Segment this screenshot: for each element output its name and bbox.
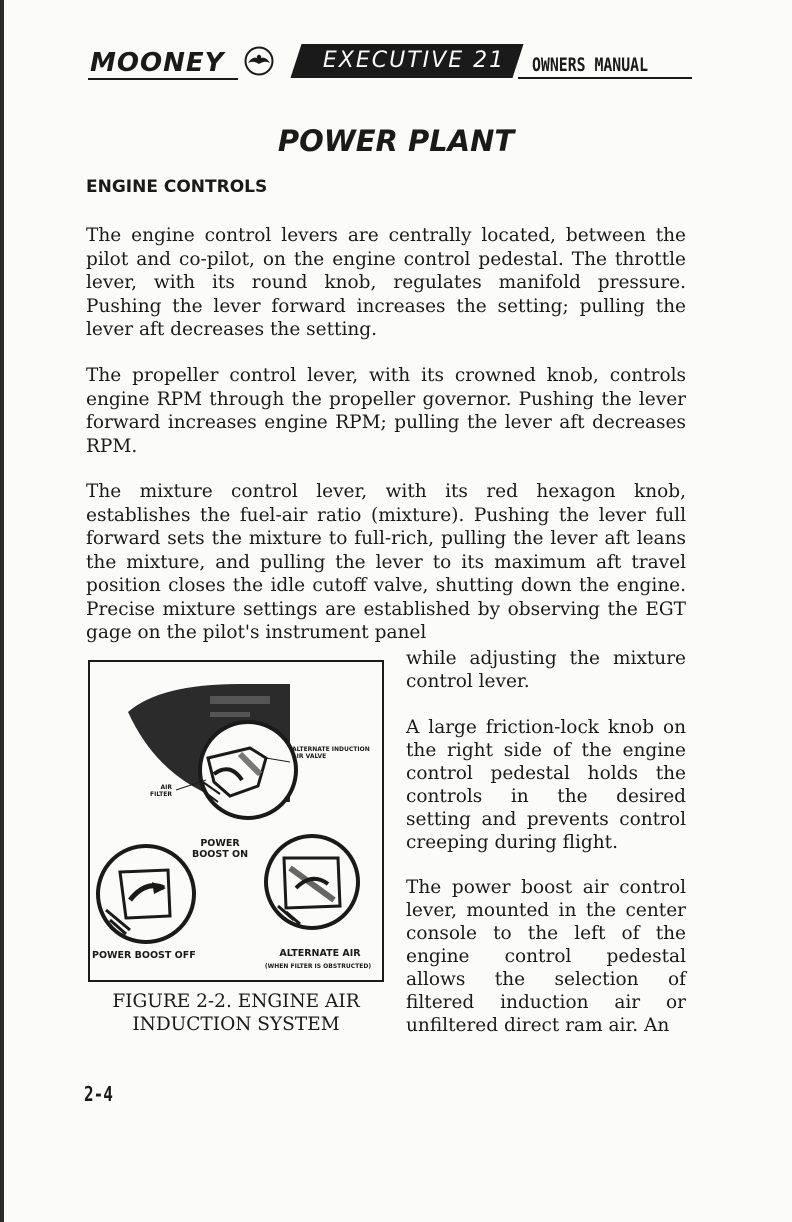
label-air-filter: AIR FILTER (150, 784, 172, 798)
label-alternate-air: ALTERNATE AIR (279, 948, 361, 959)
paragraph-throttle: The engine control levers are centrally located, between the pilot and co-pilot, on the engine control pedestal. The throttle lever, with its round knob, regulates manifold pressure. Pushing the lever forward increases the setting; pulling the lever aft decreases the setting. (86, 225, 686, 340)
paragraph-mixture-continued: while adjusting the mixture control lever. (406, 648, 686, 692)
manual-name: OWNERS MANUAL (532, 54, 649, 76)
paragraph-mixture: The mixture control lever, with its red hexagon knob, establishes the fuel-air ratio (mixture). Pushing the lever full forward sets the mixture to full-rich, pulling the lever aft leans the mixture, and pulling the lever to its maximum aft travel position closes the idle cutoff valve, shutting down the engine. Precise mixture settings are established by observing the EGT gage on the pilot's instrument panel (86, 481, 686, 643)
manual-header (88, 40, 692, 90)
paragraph-friction-lock: A large friction-lock knob on the right side of the engine control pedestal holds the controls in the desired setting and prevents control creeping during flight. (406, 717, 686, 853)
label-filter-note: (WHEN FILTER IS OBSTRUCTED) (264, 963, 372, 970)
page-title: POWER PLANT (277, 124, 515, 158)
section-title: ENGINE CONTROLS (86, 177, 268, 197)
figure-caption: FIGURE 2-2. ENGINE AIR INDUCTION SYSTEM (112, 991, 360, 1035)
label-power-boost-off: POWER BOOST OFF (92, 950, 196, 961)
induction-diagram-illustration (90, 662, 382, 980)
brand-name: MOONEY (90, 48, 225, 78)
paragraph-power-boost: The power boost air control lever, mounted in the center console to the left of the engine control pedestal allows the selection of filtered induction air or unfiltered direct ram air. An (406, 877, 686, 1036)
header-rule (518, 77, 692, 79)
brand-underline (88, 78, 238, 80)
figure-induction-system (88, 660, 384, 982)
page-binding-edge (0, 0, 4, 1222)
page-number: 2-4 (84, 1082, 113, 1106)
label-power-boost-on: POWER BOOST ON (191, 838, 249, 860)
paragraph-propeller: The propeller control lever, with its crowned knob, controls engine RPM through the propeller governor. Pushing the lever forward increases engine RPM; pulling the lever aft decreases RPM. (86, 365, 686, 457)
mooney-eagle-logo-icon (244, 46, 274, 76)
label-alternate-valve: ALTERNATE INDUCTION AIR VALVE (292, 746, 370, 760)
model-name: EXECUTIVE 21 (322, 48, 506, 73)
